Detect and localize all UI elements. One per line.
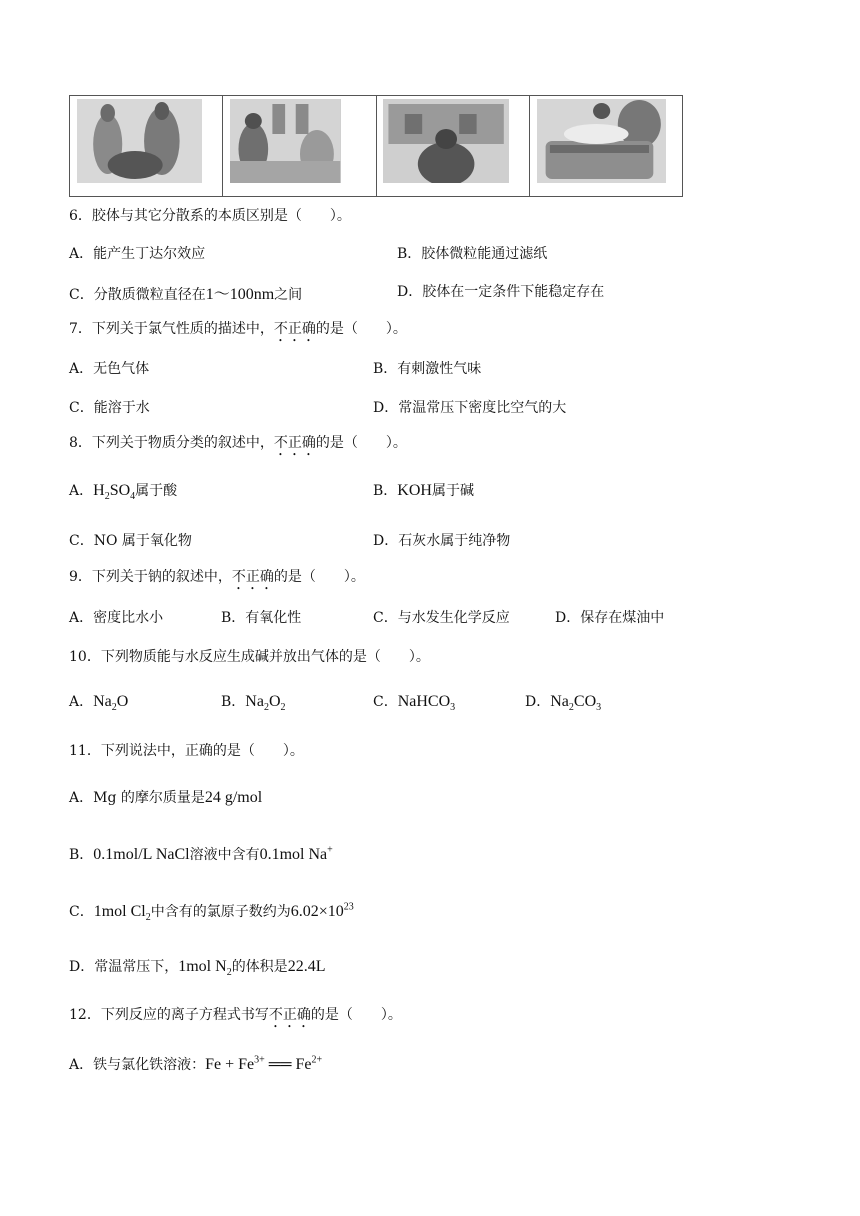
illustration-cell-1 xyxy=(70,96,223,197)
q11-option-b-math-1: 0.1mol/L NaCl xyxy=(93,846,190,863)
q6-option-a[interactable]: A．能产生丁达尔效应 xyxy=(69,246,206,262)
q9-stem xyxy=(69,566,365,593)
illustration-image-2 xyxy=(230,99,340,183)
q10-option-d-label: D． xyxy=(525,694,551,710)
q10-option-d-formula: $Na_2CO_3$ xyxy=(550,693,602,714)
illustration-image-3 xyxy=(383,99,509,183)
q6-stem xyxy=(69,205,351,225)
q7-option-d[interactable]: D．常温常压下密度比空气的大 xyxy=(373,400,567,416)
q8-option-a-formula: $H_2SO_4$ xyxy=(93,482,136,503)
q10-option-d[interactable] xyxy=(525,691,601,713)
illustration-cell-4 xyxy=(529,96,682,197)
q12-stem-end: 的是（ ）。 xyxy=(310,1007,402,1023)
q12-stem-emphasis: 不正确 xyxy=(268,1007,311,1023)
q11-option-c-math-2: $6.02\times 10^{23}$ xyxy=(290,901,354,920)
q8-option-a-text: 属于酸 xyxy=(135,483,178,499)
q11-option-d-math-1: 1mol $N_2$ xyxy=(178,958,232,979)
q12-option-a-text: A．铁与氯化铁溶液： xyxy=(69,1057,206,1073)
q10-option-a-label: A． xyxy=(69,694,94,710)
q6-option-d[interactable]: D．胶体在一定条件下能稳定存在 xyxy=(397,284,605,300)
q10-stem: 10．下列物质能与水反应生成碱并放出气体的是（ ）。 xyxy=(69,649,430,665)
q8-option-b-formula: KOH xyxy=(397,482,432,499)
q11-option-d-text: D．常温常压下， xyxy=(69,959,179,975)
q6-option-c-math: 1～100nm xyxy=(205,286,275,303)
q8-stem-emphasis: 不正确 xyxy=(273,435,316,451)
q10-option-a[interactable] xyxy=(69,691,128,713)
q9-option-b[interactable]: B．有氧化性 xyxy=(221,610,302,626)
q6-option-c-text: C．分散质微粒直径在 xyxy=(69,287,206,303)
q8-option-b-text: 属于碱 xyxy=(431,483,474,499)
illustration-image-1 xyxy=(77,99,202,183)
q8-option-b[interactable] xyxy=(373,480,474,500)
q10-option-b[interactable] xyxy=(221,691,286,713)
q8-stem-end: 的是（ ）。 xyxy=(315,435,407,451)
q8-option-d[interactable]: D．石灰水属于纯净物 xyxy=(373,533,511,549)
q11-option-b[interactable] xyxy=(69,844,333,864)
q11-option-d-math-2: 22.4L xyxy=(287,958,326,975)
q9-stem-text: 9．下列关于钠的叙述中， xyxy=(69,569,232,585)
q11-option-a[interactable] xyxy=(69,787,262,807)
q9-option-a[interactable]: A．密度比水小 xyxy=(69,610,164,626)
illustration-cell-3 xyxy=(376,96,529,197)
q12-option-a[interactable] xyxy=(69,1054,322,1074)
q11-option-c[interactable] xyxy=(69,901,354,923)
q12-option-a-equation: $Fe + Fe^{3+}$ ══ $Fe^{2+}$ xyxy=(205,1054,323,1073)
q6-stem-end: ）。 xyxy=(329,208,351,224)
q10-option-b-label: B． xyxy=(221,694,246,710)
q11-option-a-text: A．Mg 的摩尔质量是 xyxy=(69,790,205,806)
q11-option-b-math-2: 0.1mol Na+ xyxy=(259,844,333,863)
q6-option-b[interactable]: B．胶体微粒能通过滤纸 xyxy=(397,246,548,262)
illustration-table xyxy=(69,95,683,197)
q7-option-b[interactable]: B．有刺激性气味 xyxy=(373,361,482,377)
q11-option-d[interactable] xyxy=(69,956,325,978)
q7-stem-emphasis: 不正确 xyxy=(273,321,316,337)
q7-option-a[interactable]: A．无色气体 xyxy=(69,361,150,377)
q12-stem-text: 12．下列反应的离子方程式书写 xyxy=(69,1007,269,1023)
q11-option-a-math: 24 g/mol xyxy=(204,789,263,806)
q10-option-a-formula: $Na_2O$ xyxy=(93,693,129,714)
q8-option-b-label: B． xyxy=(373,483,398,499)
illustration-image-4 xyxy=(537,99,666,183)
q11-option-b-text: 溶液中含有 xyxy=(189,847,260,863)
q12-stem xyxy=(69,1004,402,1031)
q10-option-c[interactable] xyxy=(373,691,455,713)
q8-option-c[interactable]: C．NO 属于氧化物 xyxy=(69,533,192,549)
q8-stem-text: 8．下列关于物质分类的叙述中， xyxy=(69,435,274,451)
q10-option-c-label: C． xyxy=(373,694,398,710)
q9-option-d[interactable]: D．保存在煤油中 xyxy=(555,610,665,626)
q6-option-c[interactable] xyxy=(69,281,302,304)
q9-option-c[interactable]: C．与水发生化学反应 xyxy=(373,610,510,626)
illustration-cell-2 xyxy=(223,96,376,197)
q7-option-c[interactable]: C．能溶于水 xyxy=(69,400,150,416)
q7-stem-text: 7．下列关于氯气性质的描述中， xyxy=(69,321,274,337)
q11-option-c-math-1: 1mol $Cl_2$ xyxy=(93,903,151,924)
q6-option-c-post: 之间 xyxy=(274,287,303,303)
q7-stem-end: 的是（ ）。 xyxy=(315,321,407,337)
q11-option-d-mid: 的体积是 xyxy=(231,959,288,975)
q11-option-b-label: B． xyxy=(69,847,94,863)
q6-stem-text: 6．胶体与其它分散系的本质区别是（ xyxy=(69,208,302,224)
q8-option-a[interactable] xyxy=(69,480,177,502)
q7-stem xyxy=(69,318,407,345)
q10-option-c-formula: NaHCO$_3$ xyxy=(397,693,456,714)
q8-stem xyxy=(69,432,407,459)
q11-option-c-label: C． xyxy=(69,904,94,920)
q11-stem: 11．下列说法中，正确的是（ ）。 xyxy=(69,743,304,759)
q9-stem-end: 的是（ ）。 xyxy=(273,569,365,585)
q10-option-b-formula: $Na_2O_2$ xyxy=(245,693,286,714)
q11-option-c-text: 中含有的氯原子数约为 xyxy=(150,904,291,920)
q9-stem-emphasis: 不正确 xyxy=(231,569,274,585)
q8-option-a-label: A． xyxy=(69,483,94,499)
